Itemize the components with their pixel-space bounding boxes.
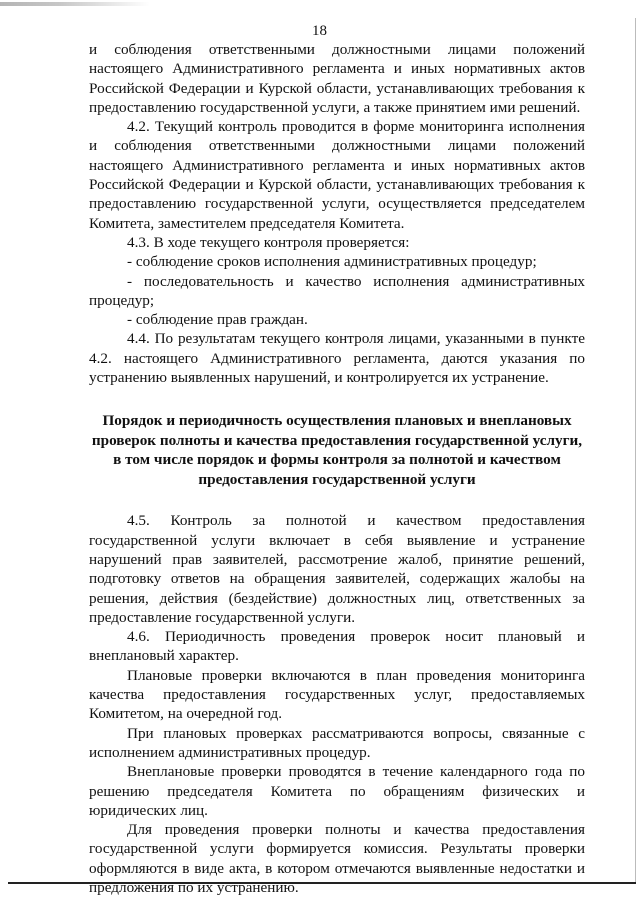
spacer bbox=[89, 489, 585, 511]
paragraph-4-2: 4.2. Текущий контроль проводится в форме мониторинга исполнения и соблюдения ответственными должностными лицами положений настоящего Административного регламента и иных нормативных актов Российской Федерации и Курской области, устанавливающих требования к предоставлению государственной услуги, осуществляется председателем Комитета, заместителем председателя Комитета. bbox=[89, 118, 585, 232]
paragraph-planned-checks: Плановые проверки включаются в план проведения мониторинга качества предоставления государственных услуг, предоставляемых Комитетом, на очередной год. bbox=[89, 666, 585, 723]
page-number: 18 bbox=[312, 23, 327, 39]
spacer bbox=[89, 387, 585, 411]
bottom-rule bbox=[8, 882, 636, 884]
list-item-deadlines: - соблюдение сроков исполнения административных процедур; bbox=[127, 253, 537, 271]
paragraph-4-4: 4.4. По результатам текущего контроля лицами, указанными в пункте 4.2. настоящего Административного регламента, даются указания по устранению выявленных нарушений, и контролируется их устранение. bbox=[89, 330, 585, 387]
paragraph-planned-questions: При плановых проверках рассматриваются вопросы, связанные с исполнением административных процедур. bbox=[89, 724, 585, 761]
list-item-citizen-rights: - соблюдение прав граждан. bbox=[127, 311, 308, 329]
paragraph-4-3: 4.3. В ходе текущего контроля проверяется: bbox=[127, 233, 410, 251]
paragraph-unplanned-checks: Внеплановые проверки проводятся в течение календарного года по решению председателя Комитета по обращениям физических и юридических лиц. bbox=[89, 763, 585, 819]
list-item-sequence: - последовательность и качество исполнения административных процедур; bbox=[89, 272, 585, 309]
scan-artifact bbox=[0, 2, 150, 6]
page-edge-line bbox=[635, 18, 636, 884]
paragraph-4-6: 4.6. Периодичность проведения проверок носит плановый и внеплановый характер. bbox=[89, 628, 585, 665]
section-heading: Порядок и периодичность осуществления плановых и внеплановых проверок полноты и качества предоставления государственной услуги, в том числе порядок и формы контроля за полнотой и качеством предоставления государственной услуги bbox=[91, 412, 583, 488]
paragraph-commission: Для проведения проверки полноты и качества предоставления государственной услуги формируется комиссия. Результаты проверки оформляются в виде акта, в котором отмечаются выявленные недостатки и предложения по их устранению. bbox=[89, 821, 585, 896]
page-body bbox=[89, 40, 585, 897]
paragraph-4-5: 4.5. Контроль за полнотой и качеством предоставления государственной услуги включает в себя выявление и устранение нарушений прав заявителей, рассмотрение жалоб, принятие решений, подготовку ответов на обращения заявителей, содержащих жалобы на решения, действия (бездействие) должностных лиц, ответственных за предоставление государственной услуги. bbox=[89, 512, 585, 626]
paragraph-continuation: и соблюдения ответственными должностными лицами положений настоящего Административного регламента и иных нормативных актов Российской Федерации и Курской области, устанавливающих требования к предоставлению государственной услуги, а также принятием ими решений. bbox=[89, 41, 585, 116]
